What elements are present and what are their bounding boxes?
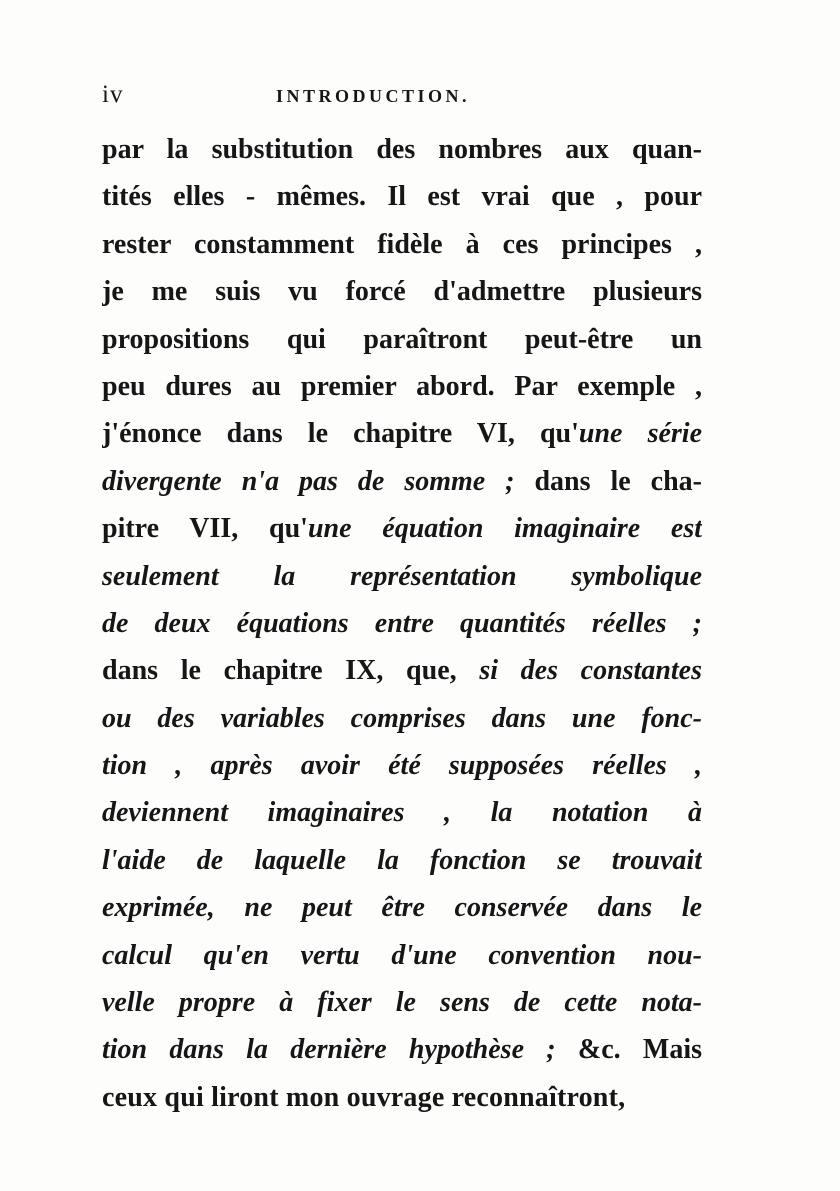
text-line: [102, 458, 702, 505]
italic-text-segment: de deux équations entre quantités réelles ;: [102, 607, 702, 639]
running-title: INTRODUCTION.: [276, 86, 471, 106]
text-line: [102, 647, 702, 694]
text-line: [102, 742, 702, 789]
page-header: [102, 80, 702, 110]
text-line: [102, 126, 702, 173]
italic-text-segment: divergente n'a pas de somme ;: [102, 465, 535, 497]
italic-text-segment: une série: [578, 418, 702, 450]
italic-text-segment: seulement la représentation symbolique: [102, 560, 702, 592]
italic-text-segment: tion dans la dernière hypothèse ;: [102, 1034, 578, 1066]
text-line: [102, 505, 702, 552]
body-text: [102, 126, 702, 1121]
text-line: [102, 837, 702, 884]
italic-text-segment: deviennent imaginaires , la notation à: [102, 797, 702, 829]
text-line: [102, 363, 702, 410]
text-segment: par la substitution des nombres aux quan-: [102, 134, 702, 165]
text-line: [102, 600, 702, 647]
text-line: [102, 221, 702, 268]
text-line: [102, 932, 702, 979]
italic-text-segment: une équation imaginaire est: [307, 513, 702, 545]
text-line: [102, 789, 702, 836]
text-segment: propositions qui paraîtront peut-être un: [102, 323, 702, 355]
text-line: [102, 695, 702, 742]
text-line: [102, 316, 702, 363]
italic-text-segment: exprimée, ne peut être conservée dans le: [102, 892, 702, 924]
italic-text-segment: si des constantes: [479, 655, 702, 687]
page-number: iv: [102, 81, 124, 108]
text-segment: je me suis vu forcé d'admettre plusieurs: [102, 276, 702, 308]
text-segment: peu dures au premier abord. Par exemple ,: [102, 370, 702, 402]
text-line: [102, 1026, 702, 1073]
text-segment: j'énonce dans le chapitre VI, qu': [102, 418, 579, 450]
text-segment: dans le cha-: [534, 465, 702, 497]
text-line: [102, 1074, 702, 1121]
italic-text-segment: velle propre à fixer le sens de cette nota-: [102, 987, 702, 1019]
text-line: [102, 173, 702, 220]
text-segment: ceux qui liront mon ouvrage reconnaîtront,: [102, 1081, 626, 1113]
italic-text-segment: calcul qu'en vertu d'une convention nou-: [102, 939, 702, 971]
italic-text-segment: ou des variables comprises dans une fonc-: [102, 702, 702, 734]
text-segment: rester constamment fidèle à ces principes ,: [102, 228, 702, 260]
text-segment: tités elles - mêmes. Il est vrai que , pour: [102, 181, 702, 213]
text-line: [102, 979, 702, 1026]
italic-text-segment: tion , après avoir été supposées réelles ,: [102, 750, 702, 782]
text-segment: dans le chapitre IX, que,: [102, 655, 480, 687]
text-line: [102, 884, 702, 931]
italic-text-segment: l'aide de laquelle la fonction se trouvait: [102, 844, 702, 876]
text-segment: &c. Mais: [577, 1034, 702, 1066]
text-line: [102, 268, 702, 315]
text-segment: pitre VII, qu': [102, 513, 308, 545]
text-line: [102, 553, 702, 600]
text-line: [102, 410, 702, 457]
